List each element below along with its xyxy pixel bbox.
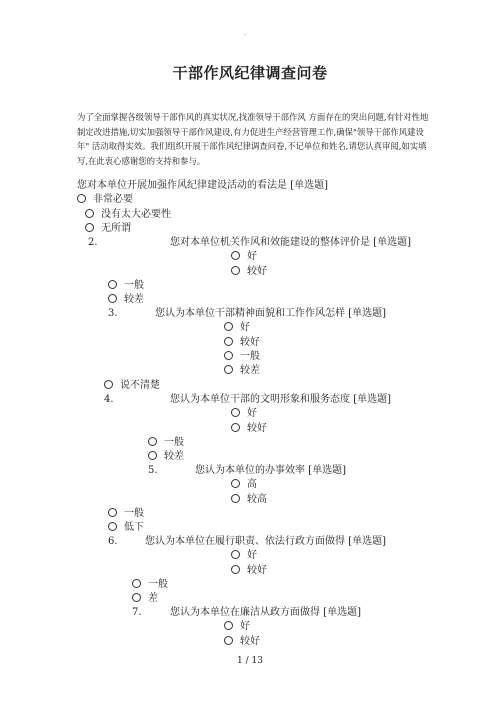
radio-icon[interactable] xyxy=(132,593,141,602)
radio-icon[interactable] xyxy=(231,423,240,432)
question-3-text: 您认为本单位干部精神面貌和工作作风怎样 [单选题] xyxy=(155,308,386,319)
question-7-text: 您认为本单位在廉洁从政方面做得 [单选题] xyxy=(170,607,361,618)
radio-icon[interactable] xyxy=(77,194,86,203)
q3-option-3[interactable]: 一般 xyxy=(224,350,260,364)
q2-option-3[interactable]: 一般 xyxy=(108,279,144,293)
q4-option-1[interactable]: 好 xyxy=(231,407,257,421)
q6-option-3[interactable]: 一般 xyxy=(132,578,168,592)
radio-icon[interactable] xyxy=(231,408,240,417)
question-1-text: 您对本单位开展加强作风纪律建设活动的看法是 [单选题] xyxy=(77,180,328,191)
intro-paragraph: 为了全面掌握各级领导干部作风的真实状况,找准领导干部作风 方面存在的突出问题,有针对性地制定改进措施,切实加强领导干部作风建设,有力促进生产经营管理工作,确保"领导干部作风建设年" 活动取得实效。我们组织开展干部作风纪律调查问卷,不记单位和姓名,请您认真审阅,如实填写,在此衷心感谢您的支持和参与。 xyxy=(77,112,429,166)
question-5-number: 5. xyxy=(148,465,158,476)
q5-option-4[interactable]: 低下 xyxy=(108,521,144,535)
q2-option-4[interactable]: 较差 xyxy=(108,293,144,307)
q3-option-2[interactable]: 较好 xyxy=(224,336,260,350)
radio-icon[interactable] xyxy=(108,294,117,303)
q2-option-2[interactable]: 较好 xyxy=(231,265,267,279)
q5-option-2[interactable]: 较高 xyxy=(231,493,267,507)
radio-icon[interactable] xyxy=(224,365,233,374)
radio-icon[interactable] xyxy=(148,437,157,446)
q3-option-1[interactable]: 好 xyxy=(224,321,250,335)
question-6-text: 您认为本单位在履行职责、依法行政方面做得 [单选题] xyxy=(145,536,386,547)
q4-option-2[interactable]: 较好 xyxy=(231,422,267,436)
radio-icon[interactable] xyxy=(108,508,117,517)
question-4-text: 您认为本单位干部的文明形象和服务态度 [单选题] xyxy=(170,394,391,405)
q4-option-3[interactable]: 一般 xyxy=(148,436,184,450)
q3-option-4[interactable]: 较差 xyxy=(224,364,260,378)
question-2-text: 您对本单位机关作风和效能建设的整体评价是 [单选题] xyxy=(170,237,411,248)
q1-option-2[interactable]: 没有太大必要性 xyxy=(85,208,171,222)
radio-icon[interactable] xyxy=(148,451,157,460)
radio-icon[interactable] xyxy=(224,621,233,630)
q1-option-1[interactable]: 非常必要 xyxy=(77,193,133,207)
radio-icon[interactable] xyxy=(224,322,233,331)
question-2-number: 2. xyxy=(88,237,98,248)
q6-option-4[interactable]: 差 xyxy=(132,592,158,606)
question-3-number: 3. xyxy=(108,308,118,319)
q7-option-2[interactable]: 较好 xyxy=(224,635,260,649)
q5-option-1[interactable]: 高 xyxy=(231,478,257,492)
radio-icon[interactable] xyxy=(231,565,240,574)
header-mark: - xyxy=(244,30,247,39)
radio-icon[interactable] xyxy=(224,351,233,360)
radio-icon[interactable] xyxy=(224,337,233,346)
q4-option-4[interactable]: 较差 xyxy=(148,450,184,464)
radio-icon[interactable] xyxy=(231,550,240,559)
radio-icon[interactable] xyxy=(231,251,240,260)
q3-option-5[interactable]: 说不清楚 xyxy=(104,379,160,393)
q1-option-3[interactable]: 无所谓 xyxy=(85,222,131,236)
radio-icon[interactable] xyxy=(231,266,240,275)
radio-icon[interactable] xyxy=(108,522,117,531)
radio-icon[interactable] xyxy=(104,380,113,389)
radio-icon[interactable] xyxy=(231,479,240,488)
radio-icon[interactable] xyxy=(231,494,240,503)
question-7-number: 7. xyxy=(132,607,142,618)
radio-icon[interactable] xyxy=(108,280,117,289)
q6-option-1[interactable]: 好 xyxy=(231,549,257,563)
radio-icon[interactable] xyxy=(132,579,141,588)
radio-icon[interactable] xyxy=(85,209,94,218)
q7-option-1[interactable]: 好 xyxy=(224,620,250,634)
radio-icon[interactable] xyxy=(85,223,94,232)
q6-option-2[interactable]: 较好 xyxy=(231,564,267,578)
question-4-number: 4. xyxy=(104,394,114,405)
page-title: 干部作风纪律调查问卷 xyxy=(172,64,328,82)
question-6-number: 6. xyxy=(108,536,118,547)
q5-option-3[interactable]: 一般 xyxy=(108,507,144,521)
page-number: 1 / 13 xyxy=(237,656,263,666)
radio-icon[interactable] xyxy=(224,636,233,645)
q2-option-1[interactable]: 好 xyxy=(231,250,257,264)
question-5-text: 您认为本单位的办事效率 [单选题] xyxy=(195,465,346,476)
